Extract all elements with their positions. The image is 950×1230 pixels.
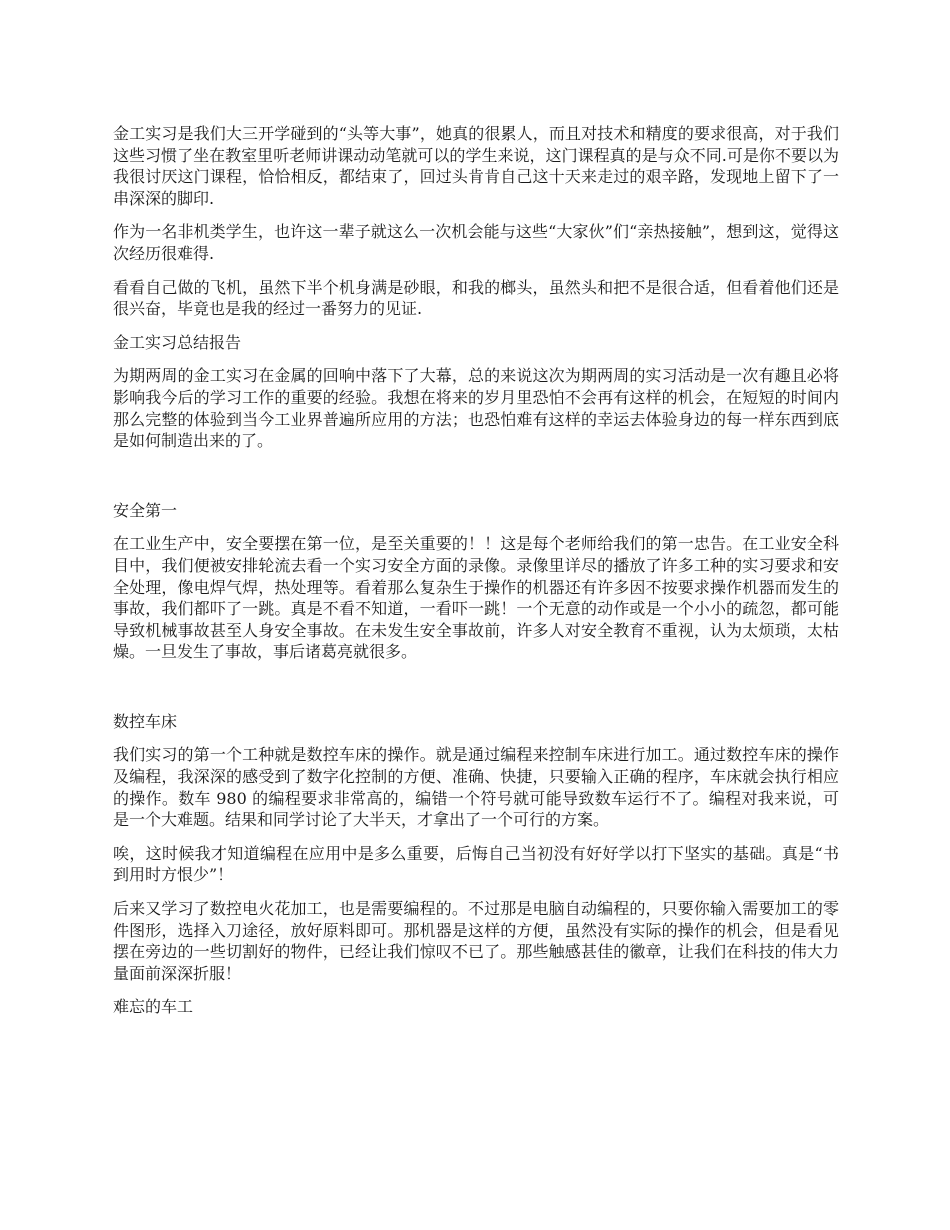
paragraph-safety: 在工业生产中，安全要摆在第一位，是至关重要的！！这是每个老师给我们的第一忠告。在工业安全科目中，我们便被安排轮流去看一个实习安全方面的录像。录像里详尽的播放了许多工种的实习要求和安全处理，像电焊气焊，热处理等。看着那么复杂生于操作的机器还有许多因不按要求操作机器而发生的事故，我们都吓了一跳。真是不看不知道，一看吓一跳！一个无意的动作或是一个小小的疏忽，都可能导致机械事故甚至人身安全事故。在未发生安全事故前，许多人对安全教育不重视，认为太烦琐，太枯燥。一旦发生了事故，事后诸葛亮就很多。 xyxy=(113,534,839,662)
document-body xyxy=(113,123,839,1030)
heading-summary-report: 金工实习总结报告 xyxy=(113,332,242,352)
paragraph-airplane: 看看自己做的飞机，虽然下半个机身满是砂眼，和我的榔头，虽然头和把不是很合适，但看着他们还是很兴奋，毕竟也是我的经过一番努力的见证. xyxy=(113,277,839,319)
paragraph-programming-regret: 唉，这时候我才知道编程在应用中是多么重要，后悔自己当初没有好好学以打下坚实的基础。真是“书到用时方恨少”！ xyxy=(113,843,839,885)
paragraph-summary: 为期两周的金工实习在金属的回响中落下了大幕，总的来说这次为期两周的实习活动是一次有趣且必将影响我今后的学习工作的重要的经验。我想在将来的岁月里恐怕不会再有这样的机会，在短短的时间内那么完整的体验到当今工业界普遍所应用的方法；也恐怕难有这样的幸运去体验身边的每一样东西到底是如何制造出来的了。 xyxy=(113,366,839,451)
heading-safety-first: 安全第一 xyxy=(113,500,178,520)
section-gap xyxy=(113,675,839,711)
paragraph-intro: 金工实习是我们大三开学碰到的“头等大事”，她真的很累人，而且对技术和精度的要求很高，对于我们这些习惯了坐在教室里听老师讲课动动笔就可以的学生来说，这门课程真的是与众不同.可是你不要以为我很讨厌这门课程，恰恰相反，都结束了，回过头肯肯自己这十天来走过的艰辛路，发现地上留下了一串深深的脚印. xyxy=(113,124,839,208)
heading-cnc-lathe: 数控车床 xyxy=(113,711,178,731)
section-gap xyxy=(113,464,839,500)
paragraph-non-mechanical: 作为一名非机类学生，也许这一辈子就这么一次机会能与这些“大家伙”们“亲热接触”，想到这，觉得这次经历很难得. xyxy=(113,222,839,263)
paragraph-cnc-lathe: 我们实习的第一个工种就是数控车床的操作。就是通过编程来控制车床进行加工。通过数控车床的操作及编程，我深深的感受到了数字化控制的方便、准确、快捷，只要输入正确的程序，车床就会执行相应的操作。数车 980 的编程要求非常高的，编错一个符号就可能导致数车运行不了。编程对我来说，可是一个大难题。结果和同学讨论了大半天，才拿出了一个可行的方案。 xyxy=(113,745,839,830)
heading-turning: 难忘的车工 xyxy=(113,997,194,1017)
paragraph-edm: 后来又学习了数控电火花加工，也是需要编程的。不过那是电脑自动编程的，只要你输入需要加工的零件图形，选择入刀途径，放好原料即可。那机器是这样的方便，虽然没有实际的操作的机会，但是看见摆在旁边的一些切割好的物件，已经让我们惊叹不已了。那些触感甚佳的徽章，让我们在科技的伟大力量面前深深折服！ xyxy=(113,899,839,983)
